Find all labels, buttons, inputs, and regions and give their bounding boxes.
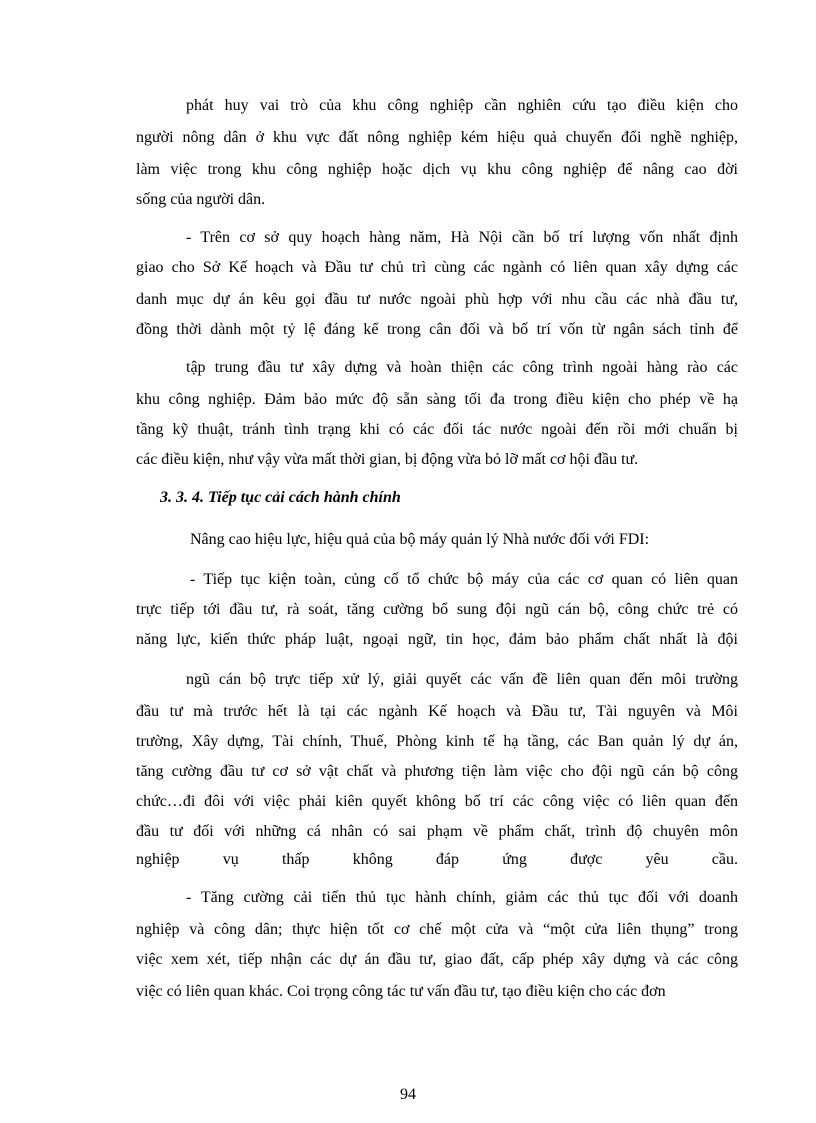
page-number: 94 (400, 1086, 416, 1103)
text-line: ngũ cán bộ trực tiếp xử lý, giải quyết các vấn đề liên quan đến môi trường (186, 671, 738, 688)
text-line: sống của người dân. (136, 191, 266, 208)
text-line: các điều kiện, như vậy vừa mất thời gian, bị động vừa bỏ lỡ mất cơ hội đầu tư. (136, 451, 639, 468)
text-line: làm việc trong khu công nghiệp hoặc dịch vụ khu công nghiệp để nâng cao đời (136, 161, 738, 178)
text-line: nghiệp và công dân; thực hiện tốt cơ chế một cửa và “một cửa liên thụng” trong (136, 921, 738, 938)
text-line: việc có liên quan khác. Coi trọng công tác tư vấn đầu tư, tạo điều kiện cho các đơn (136, 983, 666, 1000)
text-line: danh mục dự án kêu gọi đầu tư nước ngoài phù hợp với nhu cầu các nhà đầu tư, (136, 291, 738, 308)
text-line: tầng kỹ thuật, tránh tình trạng khi có các đối tác nước ngoài đến rồi mới chuẩn bị (136, 421, 738, 438)
text-line: phát huy vai trò của khu công nghiệp cần nghiên cứu tạo điều kiện cho (186, 97, 738, 114)
text-line: đồng thời dành một tỷ lệ đáng kể trong cân đối và bố trí vốn từ ngân sách tỉnh để (136, 321, 738, 338)
text-line: chức…đi đôi với việc phải kiên quyết không bố trí các công việc có liên quan đến (136, 793, 738, 810)
text-line: khu công nghiệp. Đảm bảo mức độ sẵn sàng tối đa trong điều kiện cho phép về hạ (136, 391, 738, 408)
text-line: Nâng cao hiệu lực, hiệu quả của bộ máy quản lý Nhà nước đối với FDI: (190, 531, 650, 548)
text-line: - Tăng cường cải tiến thủ tục hành chính, giảm các thủ tục đối với doanh (186, 889, 738, 906)
text-line: đầu tư đối với những cá nhân có sai phạm về phẩm chất, trình độ chuyên môn (136, 823, 738, 840)
text-line: người nông dân ở khu vực đất nông nghiệp kém hiệu quả chuyển đổi nghề nghiệp, (136, 129, 738, 146)
text-line: năng lực, kiến thức pháp luật, ngoại ngữ, tin học, đảm bảo phẩm chất nhất là đội (136, 631, 738, 648)
text-line: - Tiếp tục kiện toàn, củng cố tổ chức bộ máy của các cơ quan có liên quan (190, 571, 738, 588)
text-line: tập trung đầu tư xây dựng và hoàn thiện các công trình ngoài hàng rào các (186, 359, 738, 376)
section-heading: 3. 3. 4. Tiếp tục cải cách hành chính (160, 489, 401, 506)
text-line: trường, Xây dựng, Tài chính, Thuế, Phòng kinh tế hạ tầng, các Ban quản lý dự án, (136, 733, 738, 750)
text-line: việc xem xét, tiếp nhận các dự án đầu tư, giao đất, cấp phép xây dựng và các công (136, 951, 738, 968)
text-line: - Trên cơ sở quy hoạch hàng năm, Hà Nội cần bố trí lượng vốn nhất định (186, 229, 738, 246)
text-line: nghiệp vụ thấp không đáp ứng được yêu cầu. (136, 851, 738, 868)
text-line: đầu tư mà trước hết là tại các ngành Kế hoạch và Đầu tư, Tài nguyên và Môi (136, 703, 738, 720)
text-line: tăng cường đầu tư cơ sở vật chất và phương tiện làm việc cho đội ngũ cán bộ công (136, 763, 738, 780)
text-line: giao cho Sở Kế hoạch và Đầu tư chủ trì cùng các ngành có liên quan xây dựng các (136, 259, 738, 276)
text-line: trực tiếp tới đầu tư, rà soát, tăng cường bổ sung đội ngũ cán bộ, công chức trẻ có (136, 601, 738, 618)
